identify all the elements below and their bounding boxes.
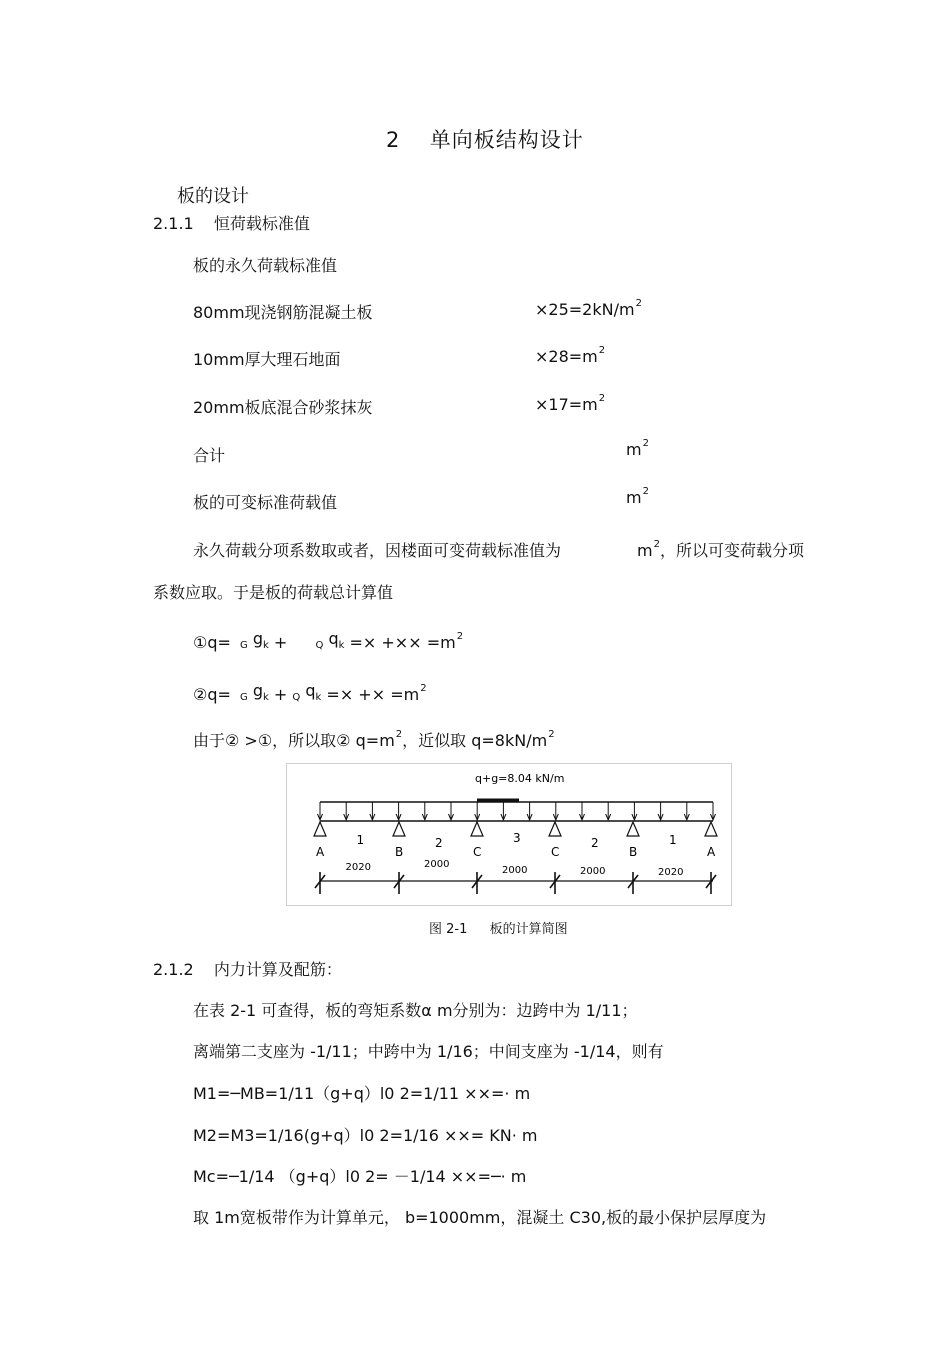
conclusion-text: 由于② >①，所以取② q= bbox=[193, 731, 380, 750]
subsection-number: 2.1.2 bbox=[153, 960, 194, 979]
support-label: B bbox=[395, 845, 404, 859]
subsection-title: 恒荷载标准值 bbox=[213, 214, 310, 233]
equation-factor-q: Q bbox=[292, 692, 301, 703]
equation-factor-g: G bbox=[240, 640, 248, 651]
page-title bbox=[386, 124, 584, 154]
body-line: 离端第二支座为 -1/11；中跨中为 1/16；中间支座为 -1/14，则有 bbox=[193, 1042, 664, 1061]
beam-diagram bbox=[287, 764, 731, 905]
dimension-label: 2000 bbox=[424, 859, 450, 870]
load-row-label: 80mm现浇钢筋混凝土板 bbox=[193, 303, 373, 322]
equation-exponent: 2 bbox=[420, 683, 427, 694]
paragraph-text: ，所以可变荷载分项 bbox=[659, 541, 804, 560]
span-label: 1 bbox=[669, 833, 677, 847]
subsection-2-1-2 bbox=[153, 957, 342, 980]
moment-equation: M1=─MB=1/11（g+q）l0 2=1/11 ××=· m bbox=[193, 1084, 531, 1103]
load-label: q+g=8.04 kN/m bbox=[475, 772, 565, 785]
load-row-label: 20mm板底混合砂浆抹灰 bbox=[193, 398, 373, 417]
equation-k: k bbox=[338, 640, 345, 651]
load-row-formula: ×25=2kN/ bbox=[535, 300, 619, 319]
equation-tail: =× +×× = bbox=[349, 633, 441, 652]
equation-1 bbox=[193, 629, 464, 652]
span-label: 2 bbox=[591, 836, 599, 850]
figure-caption-text: 板的计算简图 bbox=[489, 922, 568, 937]
equation-q: q bbox=[328, 629, 339, 648]
support-label: B bbox=[629, 845, 638, 859]
load-row-formula: ×17= bbox=[535, 395, 583, 414]
load-row-unit: m bbox=[626, 440, 642, 459]
load-row-unit: m bbox=[618, 300, 635, 319]
load-row-value bbox=[535, 300, 642, 319]
equation-unit: m bbox=[440, 633, 456, 652]
load-row-exponent: 2 bbox=[598, 393, 606, 404]
equation-factor-q: Q bbox=[315, 640, 324, 651]
support-triangle bbox=[627, 822, 639, 836]
subsection-title: 内力计算及配筋： bbox=[213, 960, 342, 979]
subsection-2-1-1 bbox=[153, 211, 310, 234]
equation-2 bbox=[193, 681, 427, 704]
load-row-value bbox=[626, 488, 649, 507]
support-triangle bbox=[705, 822, 717, 836]
support-triangle bbox=[314, 822, 326, 836]
load-row-unit: m bbox=[582, 347, 598, 366]
dimension-label: 2020 bbox=[345, 862, 371, 873]
load-row-label: 合计 bbox=[193, 446, 226, 465]
conclusion-unit: m bbox=[531, 731, 548, 750]
support-triangle bbox=[393, 822, 405, 836]
title-text: 单向板结构设计 bbox=[429, 128, 584, 152]
body-line: 取 1m宽板带作为计算单元， b=1000mm，混凝土 C30,板的最小保护层厚度为 bbox=[193, 1208, 767, 1227]
load-row-value bbox=[626, 440, 649, 459]
dimension-label: 2020 bbox=[658, 867, 684, 878]
title-number: 2 bbox=[386, 128, 401, 152]
equation-plus: + bbox=[273, 633, 288, 652]
support-triangle bbox=[549, 822, 561, 836]
load-row-exponent: 2 bbox=[598, 345, 606, 356]
dimension-label: 2000 bbox=[502, 865, 528, 876]
load-row-exponent: 2 bbox=[642, 438, 649, 449]
span-label: 1 bbox=[356, 833, 365, 847]
equation-lead: ①q= bbox=[193, 633, 231, 652]
dimension-label: 2000 bbox=[580, 866, 606, 877]
support-label: A bbox=[707, 845, 716, 859]
conclusion-line bbox=[193, 728, 555, 751]
body-line: 在表 2-1 可查得，板的弯矩系数α m分别为：边跨中为 1/11； bbox=[193, 1001, 638, 1020]
equation-k: k bbox=[263, 640, 269, 651]
support-triangle bbox=[471, 822, 483, 836]
figure-caption-number: 图 2-1 bbox=[429, 922, 468, 937]
load-row-unit: m bbox=[626, 488, 642, 507]
conclusion-unit: m bbox=[379, 731, 395, 750]
moment-equation: Mc=─1/14 （g+q）l0 2= －1/14 ××=─· m bbox=[193, 1167, 527, 1186]
load-row-label: 板的可变标准荷载值 bbox=[193, 493, 338, 512]
load-arrows bbox=[318, 802, 716, 820]
equation-k: k bbox=[315, 692, 322, 703]
subsection-number: 2.1.1 bbox=[153, 214, 194, 233]
equation-q: q bbox=[305, 681, 316, 700]
load-row-value bbox=[535, 395, 605, 414]
paragraph-text: 永久荷载分项系数取或者，因楼面可变荷载标准值为 bbox=[193, 541, 562, 560]
equation-exponent: 2 bbox=[456, 631, 464, 642]
beam-diagram-figure bbox=[286, 763, 732, 906]
conclusion-exponent: 2 bbox=[395, 729, 403, 740]
equation-factor-g: G bbox=[240, 692, 248, 703]
equation-tail: =× +× = bbox=[326, 685, 404, 704]
moment-equation: M2=M3=1/16(g+q）l0 2=1/16 ××= KN· m bbox=[193, 1126, 538, 1145]
paragraph-unit bbox=[637, 538, 804, 561]
support-label: C bbox=[551, 845, 560, 859]
equation-g: g bbox=[252, 681, 263, 700]
support-labels bbox=[316, 845, 716, 859]
paragraph-line bbox=[193, 538, 561, 561]
equation-lead: ②q= bbox=[193, 685, 231, 704]
load-row-value bbox=[535, 347, 605, 366]
equation-g: g bbox=[252, 629, 263, 648]
dead-load-intro: 板的永久荷载标准值 bbox=[193, 256, 338, 275]
load-row-unit: m bbox=[582, 395, 598, 414]
equation-k: k bbox=[263, 692, 269, 703]
load-row-exponent: 2 bbox=[635, 298, 642, 309]
load-row-label: 10mm厚大理石地面 bbox=[193, 350, 341, 369]
section-heading: 板的设计 bbox=[177, 186, 249, 207]
conclusion-exponent: 2 bbox=[548, 729, 555, 740]
paragraph-line: 系数应取。于是板的荷载总计算值 bbox=[153, 583, 394, 602]
support-label: C bbox=[473, 845, 482, 859]
span-label: 2 bbox=[435, 836, 443, 850]
load-row-exponent: 2 bbox=[642, 486, 649, 497]
paragraph-unit-text: m bbox=[637, 541, 653, 560]
conclusion-text: ，近似取 q=8kN/ bbox=[402, 731, 532, 750]
equation-plus: + bbox=[273, 685, 288, 704]
support-label: A bbox=[316, 845, 325, 859]
load-row-formula: ×28= bbox=[535, 347, 583, 366]
figure-caption bbox=[429, 918, 568, 937]
span-label: 3 bbox=[513, 831, 521, 845]
equation-unit: m bbox=[403, 685, 420, 704]
paragraph-unit-exponent: 2 bbox=[653, 539, 660, 550]
